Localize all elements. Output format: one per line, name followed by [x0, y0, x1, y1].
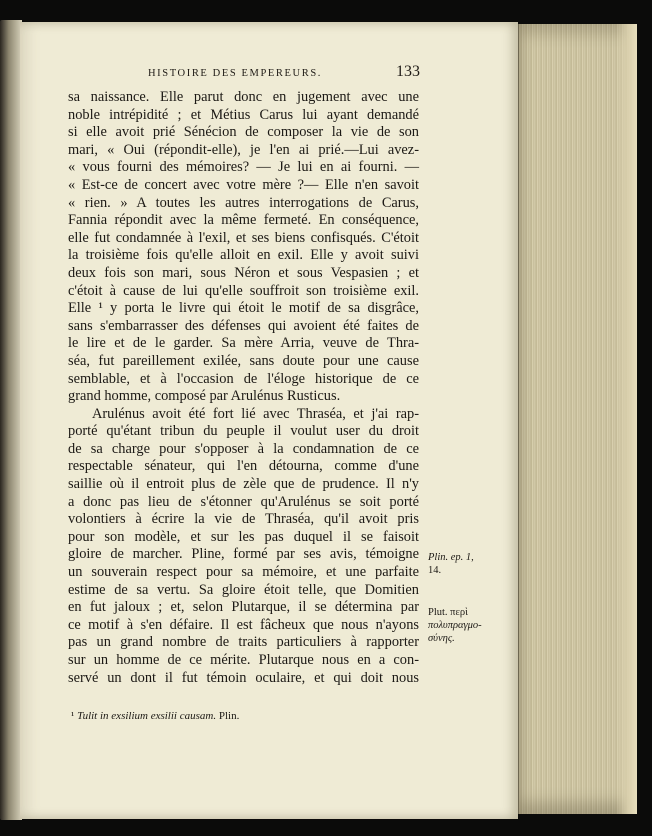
text-line: porté qu'étant tribun du peuple il voulut user du droit: [68, 423, 419, 440]
footnote: [71, 710, 239, 722]
text-line: pas un grand nombre de traits particuliers à rapporter: [68, 634, 419, 651]
text-line: le lire et de le garder. Sa mère Arria, veuve de Thra-: [68, 335, 419, 352]
running-head: HISTOIRE DES EMPEREURS.: [148, 68, 322, 79]
text-line: sa naissance. Elle parut donc en jugement avec une: [68, 89, 419, 105]
text-line: sur un homme de ce mérite. Plutarque nous en a con-: [68, 652, 419, 668]
margin-note-line: Plut. περὶ: [428, 607, 468, 618]
footnote-source: Plin.: [218, 710, 240, 722]
footnote-marker: ¹: [71, 710, 75, 722]
text-line: grand homme, composé par Arulénus Rusticus.: [68, 388, 341, 405]
text-line: si elle avoit prié Sénécion de composer la vie de son: [68, 124, 419, 141]
text-line: mari, « Oui (répondit-elle), je l'en ai prié.—Lui avez-: [68, 141, 419, 158]
text-line: estime de sa vertu. Sa gloire étoit telle, que Domitien: [68, 581, 419, 598]
text-line: un souverain respect pour sa mémoire, et une parfaite: [68, 564, 419, 581]
text-line: gloire de marcher. Pline, formé par ses avis, témoigne: [68, 546, 419, 563]
text-line: Arulénus avoit été fort lié avec Thraséa, et j'ai rap-: [92, 405, 419, 422]
text-line: de sa charge pour s'opposer à la condamnation de ce: [68, 440, 419, 457]
text-line: noble intrépidité ; et Métius Carus lui ayant demandé: [68, 106, 419, 123]
text-line: semblable, et à l'occasion de l'éloge historique de ce: [68, 370, 419, 387]
left-page-edge: [0, 20, 22, 820]
text-line: a donc pas lieu de s'étonner qu'Arulénus se soit porté: [68, 493, 419, 510]
text-line: Fannia répondit avec la même fermeté. En conséquence,: [68, 212, 419, 229]
text-line: sans s'embarrasser des défenses qui avoient été faites de: [68, 317, 419, 334]
text-line: « vous fourni des mémoires? — Je lui en ai fourni. —: [68, 159, 419, 176]
text-line: servé un dont il fut témoin oculaire, et qui doit nous: [68, 669, 419, 686]
text-line: la troisième fois qu'elle alloit en exil. Elle y avoit suivi: [68, 247, 419, 264]
footnote-quote: Tulit in exsilium exsilii causam.: [77, 710, 217, 722]
margin-note-plutarch: [428, 606, 482, 645]
text-line: en fut jaloux ; et, selon Plutarque, il se détermina par: [68, 599, 419, 616]
text-line: saillie où il entroit plus de zèle que de prudence. Il n'y: [68, 476, 419, 493]
margin-note-pliny: [428, 551, 474, 577]
text-line: Elle ¹ y porta le livre qui étoit le motif de sa disgrâce,: [68, 300, 419, 317]
text-line: elle fut condamnée à l'exil, et ses biens confisqués. C'étoit: [68, 229, 419, 246]
text-line: ce motif à s'en défaire. Il est fâcheux que nous n'ayons: [68, 616, 419, 633]
text-line: pour son modèle, et sur les pas duquel il se faisoit: [68, 528, 419, 545]
page-number: 133: [396, 63, 420, 80]
margin-note-line: πολυπραγμο-: [428, 620, 482, 631]
margin-note-line: 14.: [428, 565, 442, 576]
body-text: [68, 89, 419, 687]
text-line: deux fois son mari, sous Néron et sous Vespasien ; et: [68, 264, 419, 281]
margin-note-line: σύνης.: [428, 633, 455, 644]
text-line: séa, fut pareillement exilée, sans doute pour une cause: [68, 352, 419, 369]
text-line: « rien. » A toutes les autres interrogations de Carus,: [68, 194, 419, 211]
margin-note-line: Plin. ep. 1,: [428, 552, 474, 563]
page-edges-block: [517, 24, 637, 814]
text-line: volontiers à écrire la vie de Thraséa, qu'il avoit pris: [68, 511, 419, 528]
text-line: respectable sénateur, qui l'en détourna, comme d'une: [68, 458, 419, 475]
text-line: « Est-ce de concert avec votre mère ?— Elle n'en savoit: [68, 176, 419, 193]
text-line: c'étoit à cause de lui qu'elle souffroit son troisième exil.: [68, 282, 419, 299]
